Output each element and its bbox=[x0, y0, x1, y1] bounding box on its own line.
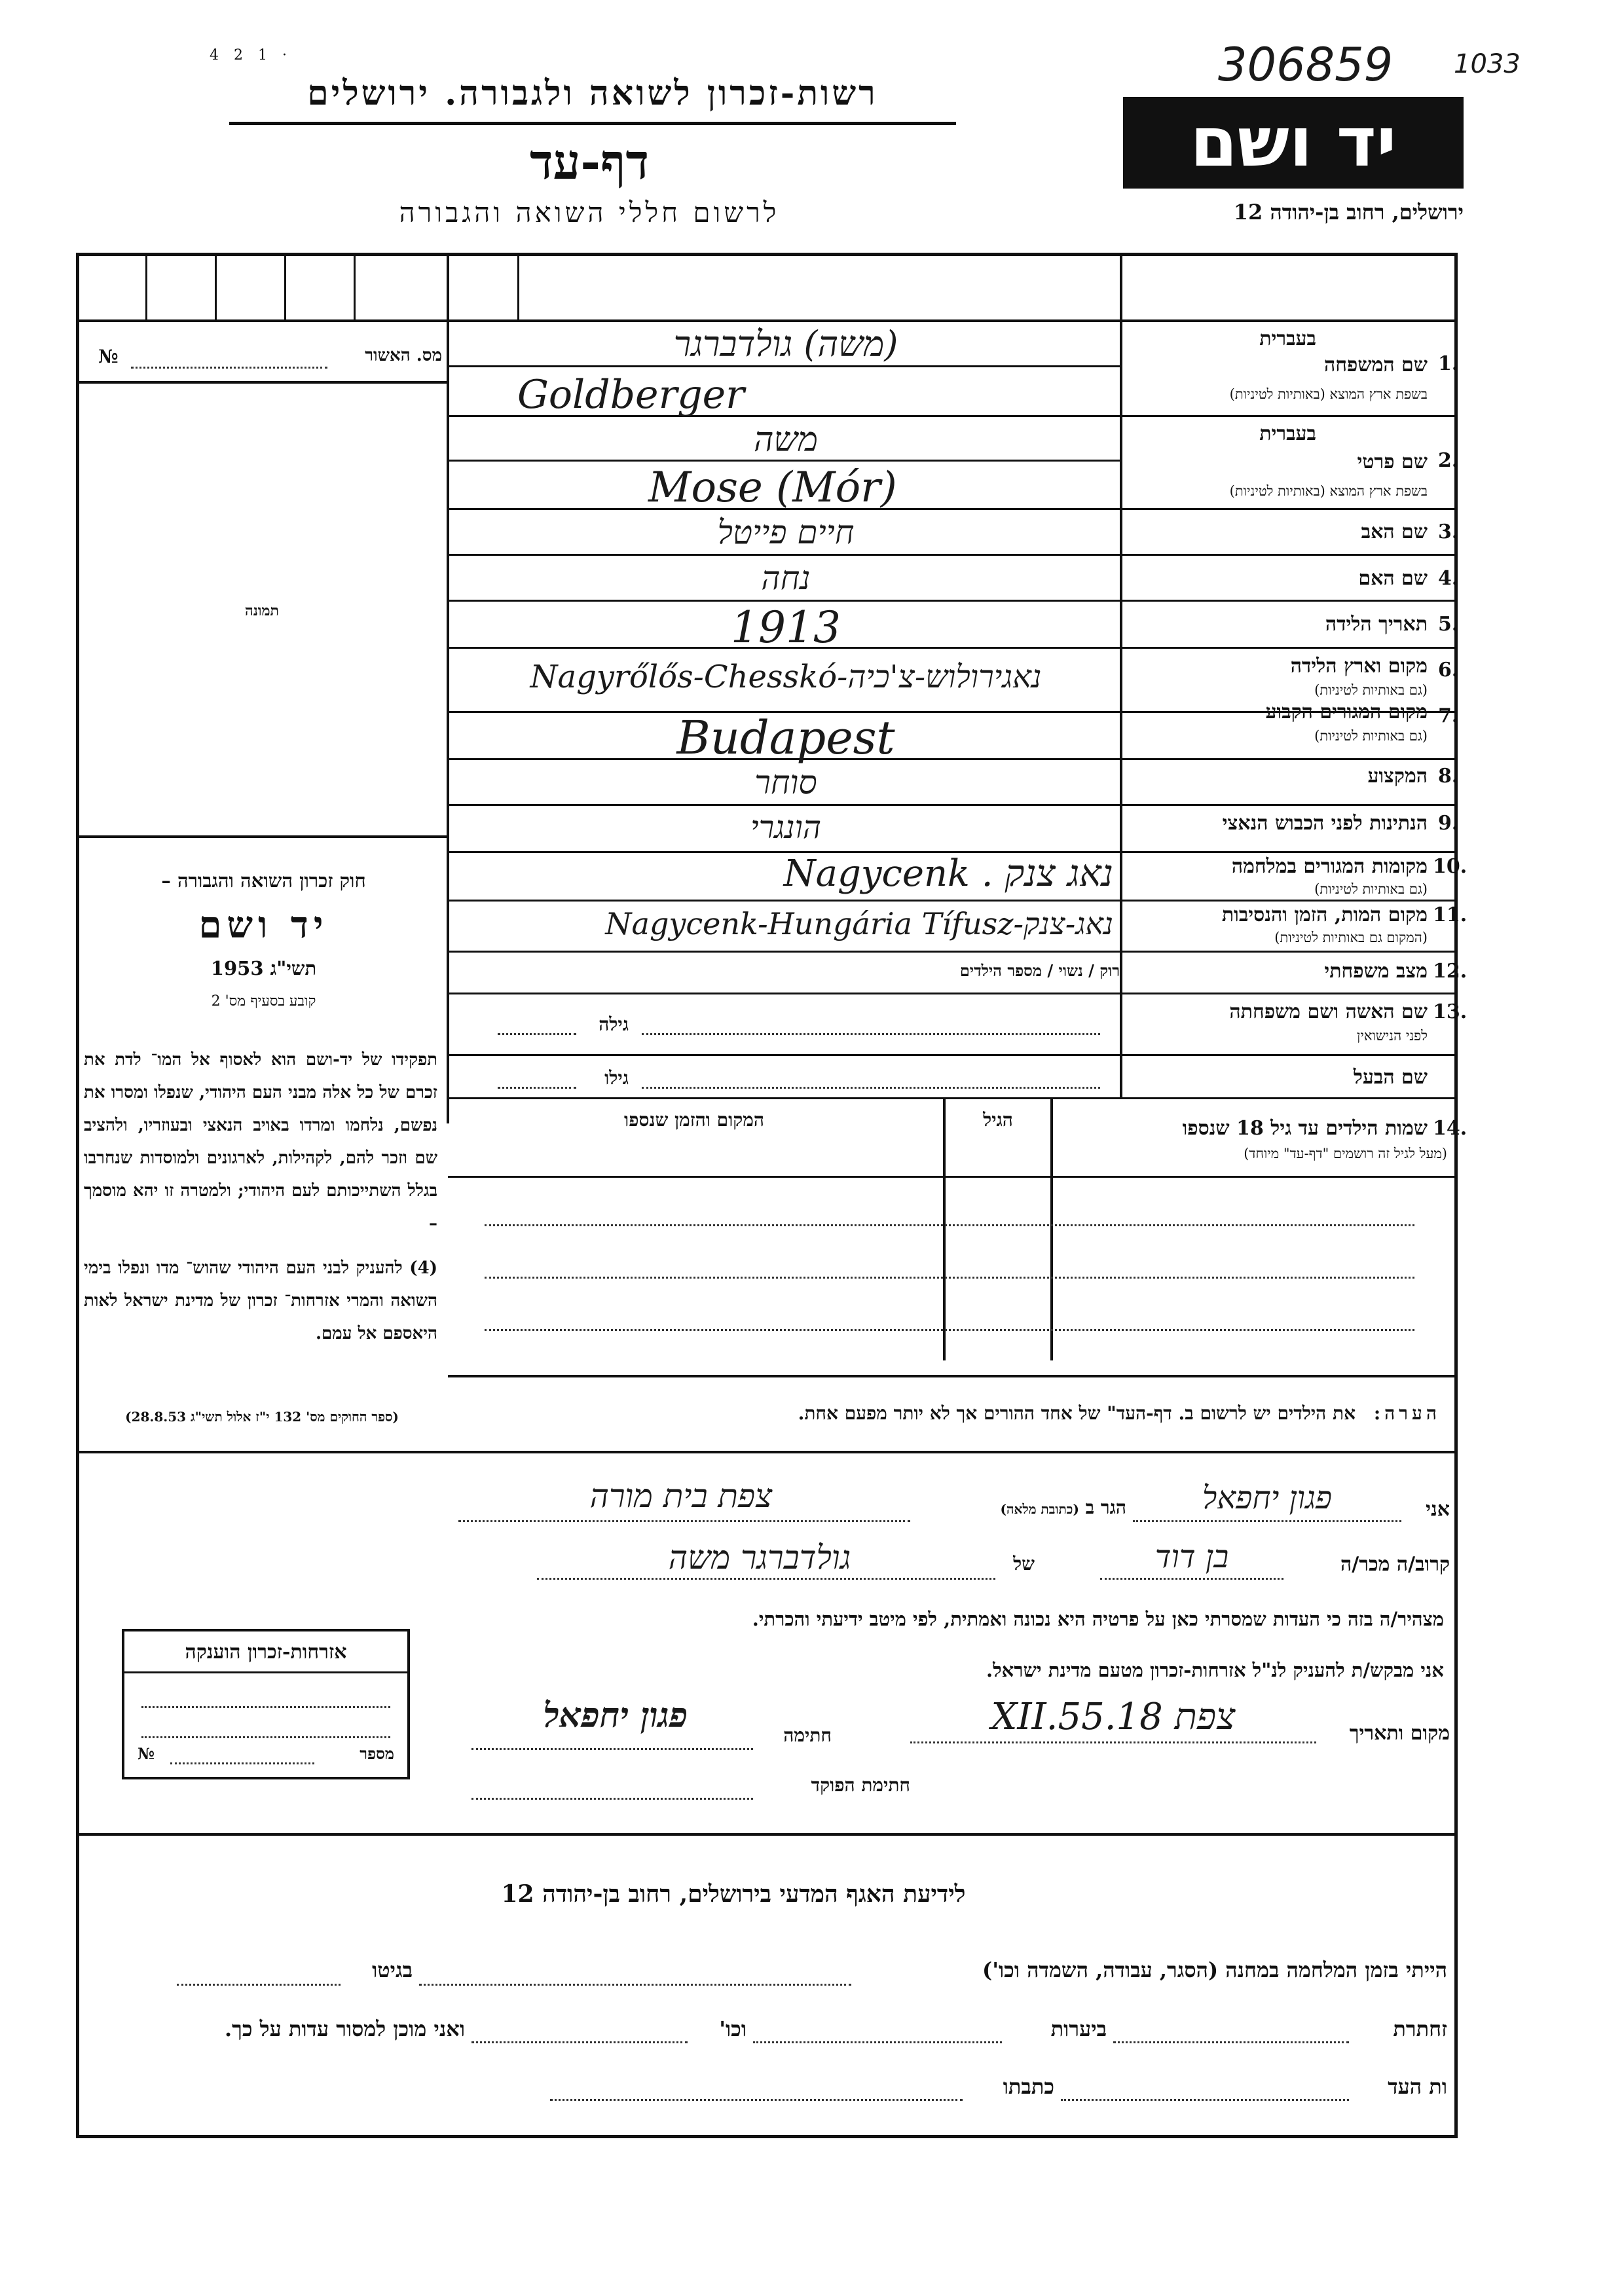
profession[interactable]: סוחר bbox=[754, 763, 817, 801]
photo-box-bottom bbox=[76, 835, 448, 838]
field-9-number: 9. bbox=[1438, 812, 1459, 835]
witness-footer-name-line[interactable] bbox=[1061, 2099, 1349, 2101]
footer-line2-a: זחתרת bbox=[1393, 2016, 1447, 2041]
law-name: יד ושם bbox=[198, 903, 329, 947]
top-row-bottom bbox=[76, 319, 1458, 322]
field-2-sub: בשפת ארץ המוצא (באותיות לטיניות) bbox=[1229, 483, 1428, 499]
husband-label: שם הבעל bbox=[1353, 1066, 1428, 1089]
ghetto-line[interactable] bbox=[177, 1984, 341, 1986]
inspector-label: חתימת הפוקד bbox=[811, 1774, 910, 1796]
top-box-sep-5 bbox=[517, 253, 519, 321]
surname-latin[interactable]: Goldberger bbox=[517, 372, 745, 418]
logo-text: יד ושם bbox=[1190, 102, 1397, 182]
form-subtitle: לרשום חללי השואה והגבורה bbox=[399, 196, 780, 228]
page-number: 1033 bbox=[1454, 49, 1521, 79]
witness-name[interactable]: פגון יחפאל bbox=[1202, 1480, 1333, 1516]
field-10-sub: (גם באותיות לטיניות) bbox=[1314, 881, 1428, 897]
place-date-line bbox=[910, 1741, 1316, 1743]
citizenship[interactable]: הונגרי bbox=[750, 809, 822, 846]
row-line bbox=[448, 600, 1458, 602]
row-line bbox=[448, 1097, 1458, 1099]
form-title: דף-עד bbox=[529, 134, 650, 191]
note-text bbox=[458, 1402, 1441, 1425]
wartime-residence[interactable]: Nagycenk . נאג צנק bbox=[783, 852, 1113, 895]
field-4-number: 4. bbox=[1438, 567, 1459, 590]
footer-line2-b: ביערות bbox=[1050, 2016, 1107, 2041]
law-source: (ספר החוקים מס' 132 י"ז אלול תשי"ג 28.8.53) bbox=[125, 1409, 399, 1425]
footer-top-line bbox=[76, 1833, 1458, 1836]
children-sub: (מעל לגיל זה רושמים "דף-עד" מיוחד) bbox=[1244, 1146, 1447, 1161]
children-label: שמות הילדים עד גיל 18 שנספו bbox=[1182, 1117, 1428, 1140]
top-box-sep-1 bbox=[145, 253, 147, 321]
field-9-label: הנתינות לפני הכבוש הנאצי bbox=[1222, 812, 1428, 835]
death-place-time[interactable]: Nagycenk-Hungária Tífusz-נאג-צנק bbox=[605, 906, 1113, 941]
approval-number-line[interactable] bbox=[131, 367, 327, 369]
footer-line1-b: בגיטו bbox=[372, 1958, 413, 1982]
child-row-line[interactable] bbox=[485, 1277, 1414, 1279]
etc-line[interactable] bbox=[471, 2041, 688, 2043]
field-13-sub: לפני הנישואין bbox=[1357, 1028, 1428, 1044]
father-name[interactable]: חיים פייטל bbox=[717, 513, 855, 551]
first-name-hebrew[interactable]: משה bbox=[753, 420, 819, 460]
field-3-number: 3. bbox=[1438, 520, 1459, 543]
top-box-sep-4 bbox=[354, 253, 356, 321]
row-line bbox=[448, 1054, 1458, 1056]
field-11-label: מקום המות, הזמן והנסיבות bbox=[1221, 903, 1428, 926]
field-11-number: 11. bbox=[1433, 903, 1467, 926]
surname-hebrew[interactable]: (משה) גולדברגר bbox=[673, 323, 898, 365]
witness-address-line bbox=[458, 1520, 910, 1522]
husband-age-line[interactable] bbox=[498, 1087, 576, 1089]
field-2-label: שם פרטי bbox=[1357, 450, 1428, 473]
note-row-bottom bbox=[76, 1451, 1458, 1453]
field-7-sub: (גם באותיות לטיניות) bbox=[1314, 728, 1428, 744]
marital-status-options: רוק / נשוי / מספר הילדים bbox=[959, 961, 1120, 980]
mother-name[interactable]: נחה bbox=[761, 559, 811, 597]
footer-line2-c: וכו' bbox=[719, 2016, 747, 2041]
field-1-sub: בשפת ארץ המוצא (באותיות לטיניות) bbox=[1229, 386, 1428, 402]
signature[interactable]: פגון יחפאל bbox=[543, 1696, 688, 1736]
top-marks: 4 2 1 · bbox=[210, 47, 292, 64]
row-line bbox=[448, 900, 1458, 902]
row-line bbox=[448, 554, 1458, 556]
labels-column-divider bbox=[1120, 253, 1122, 1097]
signature-line bbox=[471, 1748, 753, 1750]
husband-age-label: גילו bbox=[604, 1067, 629, 1089]
inspector-line[interactable] bbox=[471, 1798, 753, 1800]
citizenship-title-rule bbox=[124, 1671, 407, 1673]
approval-number-sign: № bbox=[98, 346, 119, 367]
top-box-sep-2 bbox=[215, 253, 217, 321]
field-11-sub: (המקום גם באותיות לטיניות) bbox=[1274, 930, 1428, 945]
relative-label: קרוב/ה מכר/ה bbox=[1340, 1553, 1450, 1576]
field-13-label: שם האשה ושם משפחתה bbox=[1229, 1000, 1428, 1023]
row-line bbox=[448, 508, 1458, 510]
citizenship-title: אזרחות-זכרון הוענקה bbox=[185, 1641, 347, 1664]
field-7-label: מקום המגורים הקבוע bbox=[1265, 701, 1428, 723]
child-row-line[interactable] bbox=[485, 1224, 1414, 1226]
citizenship-line bbox=[141, 1736, 390, 1738]
field-2-number: 2. bbox=[1438, 449, 1459, 472]
citizenship-number-sign: № bbox=[138, 1744, 155, 1763]
full-address-hint: (כתובת מלאה) bbox=[1000, 1501, 1079, 1517]
record-number: 306859 bbox=[1218, 38, 1393, 92]
field-4-label: שם האם bbox=[1358, 567, 1428, 590]
relation-line bbox=[1100, 1578, 1283, 1580]
declaration-request: אני מבקש/ת להעניק לנ"ל אזרחות-זכרון מטעם מדינת ישראל. bbox=[986, 1659, 1444, 1681]
citizenship-number-label: מספר bbox=[360, 1744, 394, 1763]
relation[interactable]: בן דוד bbox=[1154, 1539, 1229, 1575]
place-date-label: מקום ותאריך bbox=[1349, 1722, 1450, 1745]
field-10-number: 10. bbox=[1433, 855, 1467, 878]
resides-label bbox=[917, 1497, 1126, 1519]
place-date[interactable]: צפת 18.XII.55 bbox=[991, 1696, 1236, 1738]
citizenship-line bbox=[141, 1706, 390, 1708]
of-label: של bbox=[1013, 1553, 1035, 1575]
field-5-number: 5. bbox=[1438, 613, 1459, 636]
citizenship-box bbox=[122, 1629, 410, 1779]
footer-line1-a: הייתי בזמן המלחמה במחנה (הסגר, עבודה, השמדה וכו') bbox=[982, 1958, 1447, 1982]
field-1-number: 1. bbox=[1438, 352, 1459, 375]
footer-line3-b: כתבתו bbox=[1003, 2074, 1054, 2099]
children-header-line bbox=[448, 1176, 1458, 1178]
birth-place[interactable]: Nagyrőlős-Chesskó-נאגירולוש-צ'כיה bbox=[530, 659, 1042, 695]
authority-line: רשות-זכרון לשואה ולגבורה. ירושלים bbox=[307, 73, 878, 113]
note-row-top bbox=[448, 1375, 1458, 1377]
photo-label: תמונה bbox=[245, 602, 279, 619]
children-age-header: הגיל bbox=[983, 1109, 1013, 1131]
signature-label: חתימה bbox=[783, 1724, 832, 1746]
wife-age-label: גילה bbox=[599, 1013, 629, 1035]
field-1-side-label: בעברית bbox=[1259, 327, 1316, 350]
footer-line3-a: ות העד bbox=[1388, 2074, 1447, 2099]
approval-label: מס. האשור bbox=[365, 346, 442, 365]
field-2-side-label: בעברית bbox=[1259, 422, 1316, 445]
birth-date[interactable]: 1913 bbox=[731, 602, 841, 653]
field-13-number: 13. bbox=[1433, 1000, 1467, 1023]
field-7-number: 7. bbox=[1438, 704, 1459, 727]
children-number: 14. bbox=[1433, 1117, 1467, 1140]
citizenship-number-line[interactable] bbox=[170, 1762, 314, 1764]
field-8-number: 8. bbox=[1438, 765, 1459, 788]
field-1-label: שם המשפחה bbox=[1323, 354, 1428, 376]
law-body-2: (4) להעניק לבני העם היהודי שהוש־ מדו ונפלו בימי השואה והמרי אזרחות־ זכרון של מדינת ישראל לאות היאספם אל עמם. bbox=[84, 1258, 437, 1343]
note-body: את הילדים יש לרשום ב. דף-העד" של אחד ההורים אך לא יותר מפעם אחת. bbox=[798, 1402, 1356, 1424]
field-6-number: 6. bbox=[1438, 659, 1459, 682]
field-5-label: תאריך הלידה bbox=[1325, 613, 1428, 636]
field-8-label: המקצוע bbox=[1367, 765, 1428, 788]
wife-name-line[interactable] bbox=[642, 1033, 1100, 1035]
husband-name-line[interactable] bbox=[642, 1087, 1100, 1089]
witness-name-line bbox=[1133, 1520, 1401, 1522]
field-12-label: מצב משפחתי bbox=[1324, 960, 1428, 983]
row-line bbox=[448, 951, 1458, 953]
law-year: תשי"ג 1953 bbox=[210, 957, 317, 979]
row-line bbox=[448, 460, 1121, 462]
note-label: הערה: bbox=[1373, 1402, 1441, 1424]
row-line bbox=[448, 365, 1121, 367]
declaration-statement: מצהיר/ה בזה כי העדות שמסרתי כאן על פרטיה היא נכונה ואמתית, לפי מיטב ידיעתי והכרתי. bbox=[752, 1608, 1444, 1630]
law-body: תפקידו של יד-ושם הוא לאסוף אל המו־ לדת את זכרם של כל אלה מבני העם היהודי, שנפלו ומסרו את נפשם, נלחמו ומרדו באויב הנאצי ובעוזריו, ולהציב שם וזכר להם, לקהילות, לארגונים ולמוסדות שנחרבו בגלל השתייכותם לעם היהודי; ולמטרה זו יהא מוסמך – bbox=[84, 1050, 437, 1233]
yad-vashem-logo bbox=[1123, 97, 1464, 189]
footer-line2-d: ואני מוכן למסור עדות על כך. bbox=[224, 2016, 465, 2041]
wife-age-line[interactable] bbox=[498, 1033, 576, 1035]
law-clause: קובע בסעיף מס' 2 bbox=[211, 993, 316, 1010]
declaration-ani: אני bbox=[1426, 1498, 1450, 1521]
children-col-sep-2 bbox=[1050, 1099, 1053, 1360]
authority-underline bbox=[229, 122, 956, 125]
field-6-sub: (גם באותיות לטיניות) bbox=[1314, 682, 1428, 698]
children-place-header: המקום והזמן שנספו bbox=[624, 1109, 764, 1131]
children-col-sep-1 bbox=[943, 1099, 946, 1360]
camp-line[interactable] bbox=[419, 1984, 851, 1986]
deceased-name-line bbox=[537, 1578, 995, 1580]
law-title: חוק זכרון השואה והגבורה – bbox=[161, 869, 366, 892]
witness-footer-address-line[interactable] bbox=[550, 2099, 963, 2101]
deceased-name[interactable]: גולדברגר משה bbox=[668, 1539, 851, 1576]
underground-line[interactable] bbox=[1113, 2041, 1349, 2043]
footer-title: לידיעת האגף המדעי בירושלים, רחוב בן-יהודה 12 bbox=[501, 1880, 966, 1908]
field-12-number: 12. bbox=[1433, 960, 1467, 983]
field-10-label: מקומות המגורים במלחמה bbox=[1231, 855, 1428, 878]
child-row-line[interactable] bbox=[485, 1329, 1414, 1331]
forests-line[interactable] bbox=[753, 2041, 1002, 2043]
row-line bbox=[448, 804, 1458, 806]
permanent-residence[interactable]: Budapest bbox=[676, 711, 895, 765]
header-address: ירושלים, רחוב בן-יהודה 12 bbox=[1233, 200, 1464, 225]
first-name-latin[interactable]: Mose (Mór) bbox=[648, 464, 897, 512]
top-box-sep-3 bbox=[284, 253, 286, 321]
field-3-label: שם האב bbox=[1361, 520, 1428, 543]
photo-box-top bbox=[76, 381, 448, 384]
row-line bbox=[448, 993, 1458, 994]
field-6-label: מקום וארץ הלידה bbox=[1290, 655, 1428, 678]
witness-address[interactable]: צפת בית מורה bbox=[589, 1477, 773, 1515]
resides-text: הגר ב bbox=[1085, 1497, 1126, 1518]
